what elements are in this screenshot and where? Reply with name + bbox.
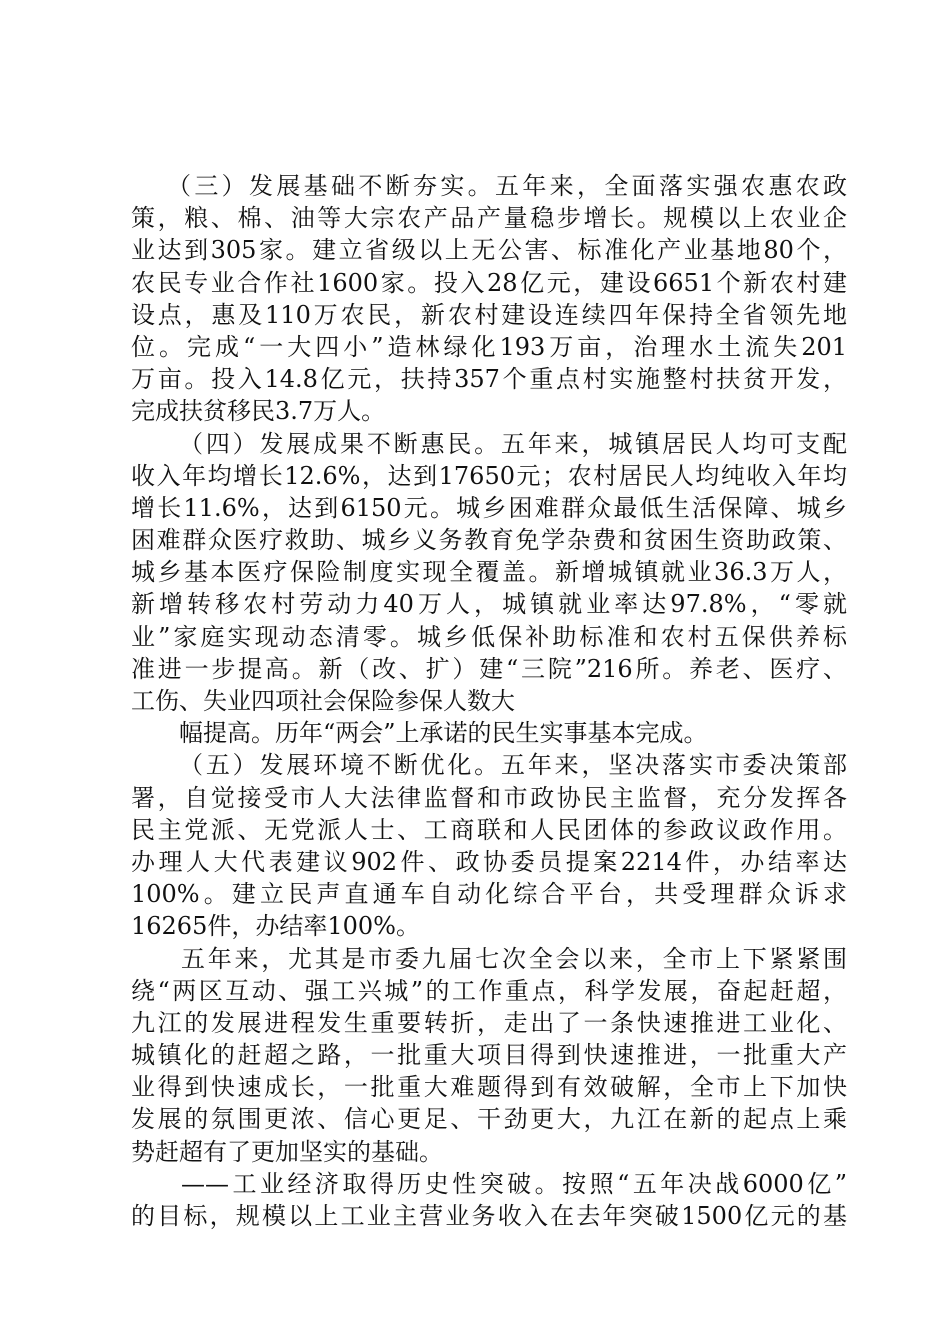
paragraph-industry bbox=[131, 1168, 847, 1232]
paragraph-line: 收入年均增长12.6%，达到17650元；农村居民人均纯收入年均 bbox=[131, 461, 847, 490]
paragraph-summary bbox=[131, 943, 847, 1168]
paragraph-line: 万亩。投入14.8亿元，扶持357个重点村实施整村扶贫开发， bbox=[131, 365, 847, 394]
paragraph-section-4-continued bbox=[131, 717, 847, 749]
paragraph-line: ——工业经济取得历史性突破。按照“五年决战6000亿” bbox=[181, 1169, 847, 1198]
paragraph-line: 的目标，规模以上工业主营业务收入在去年突破1500亿元的基 bbox=[131, 1202, 847, 1230]
paragraph-line: 五年来，尤其是市委九届七次全会以来，全市上下紧紧围 bbox=[181, 944, 847, 973]
paragraph-line: 完成扶贫移民3.7万人。 bbox=[131, 397, 386, 426]
paragraph-line: 发展的氛围更浓、信心更足、干劲更大，九江在新的起点上乘 bbox=[131, 1105, 847, 1134]
paragraph-line: 准进一步提高。新（改、扩）建“三院”216所。养老、医疗、 bbox=[131, 654, 847, 683]
paragraph-line: 新增转移农村劳动力40万人，城镇就业率达97.8%，“零就 bbox=[131, 590, 847, 619]
paragraph-line: 策，粮、棉、油等大宗农产品产量稳步增长。规模以上农业企 bbox=[131, 204, 847, 233]
paragraph-line: 100%。建立民声直通车自动化综合平台，共受理群众诉求 bbox=[131, 880, 847, 909]
document-body bbox=[131, 170, 847, 1232]
paragraph-section-3 bbox=[131, 170, 847, 428]
paragraph-line: 设点，惠及110万农民，新农村建设连续四年保持全省领先地 bbox=[131, 300, 847, 329]
paragraph-section-5 bbox=[131, 749, 847, 942]
paragraph-line: 业”家庭实现动态清零。城乡低保补助标准和农村五保供养标 bbox=[131, 622, 847, 651]
paragraph-line: 办理人大代表建议902件、政协委员提案2214件，办结率达 bbox=[131, 847, 847, 876]
paragraph-line: 署，自觉接受市人大法律监督和市政协民主监督，充分发挥各 bbox=[131, 783, 847, 812]
paragraph-line: 位。完成“一大四小”造林绿化193万亩，治理水土流失201 bbox=[131, 332, 847, 361]
paragraph-line: 幅提高。历年“两会”上承诺的民生实事基本完成。 bbox=[179, 719, 708, 748]
paragraph-line: 增长11.6%，达到6150元。城乡困难群众最低生活保障、城乡 bbox=[131, 493, 847, 522]
paragraph-line: 势赶超有了更加坚实的基础。 bbox=[131, 1137, 443, 1166]
paragraph-line: 绕“两区互动、强工兴城”的工作重点，科学发展，奋起赶超， bbox=[131, 976, 847, 1005]
paragraph-line: （四）发展成果不断惠民。五年来，城镇居民人均可支配 bbox=[179, 429, 847, 458]
paragraph-line: 城镇化的赶超之路，一批重大项目得到快速推进，一批重大产 bbox=[131, 1041, 847, 1070]
paragraph-line: （五）发展环境不断优化。五年来，坚决落实市委决策部 bbox=[179, 751, 847, 780]
paragraph-line: 民主党派、无党派人士、工商联和人民团体的参政议政作用。 bbox=[131, 815, 847, 844]
paragraph-line: 困难群众医疗救助、城乡义务教育免学杂费和贫困生资助政策、 bbox=[131, 526, 847, 555]
paragraph-line: 城乡基本医疗保险制度实现全覆盖。新增城镇就业36.3万人， bbox=[131, 558, 847, 587]
paragraph-line: 工伤、失业四项社会保险参保人数大 bbox=[131, 687, 515, 715]
paragraph-section-4 bbox=[131, 428, 847, 718]
paragraph-line: 农民专业合作社1600家。投入28亿元，建设6651个新农村建 bbox=[131, 268, 847, 297]
paragraph-line: 业达到305家。建立省级以上无公害、标准化产业基地80个， bbox=[131, 236, 847, 265]
paragraph-line: 九江的发展进程发生重要转折，走出了一条快速推进工业化、 bbox=[131, 1008, 847, 1037]
paragraph-line: （三）发展基础不断夯实。五年来，全面落实强农惠农政 bbox=[167, 172, 847, 200]
paragraph-line: 16265件，办结率100%。 bbox=[131, 912, 420, 941]
paragraph-line: 业得到快速成长，一批重大难题得到有效破解，全市上下加快 bbox=[131, 1073, 847, 1102]
